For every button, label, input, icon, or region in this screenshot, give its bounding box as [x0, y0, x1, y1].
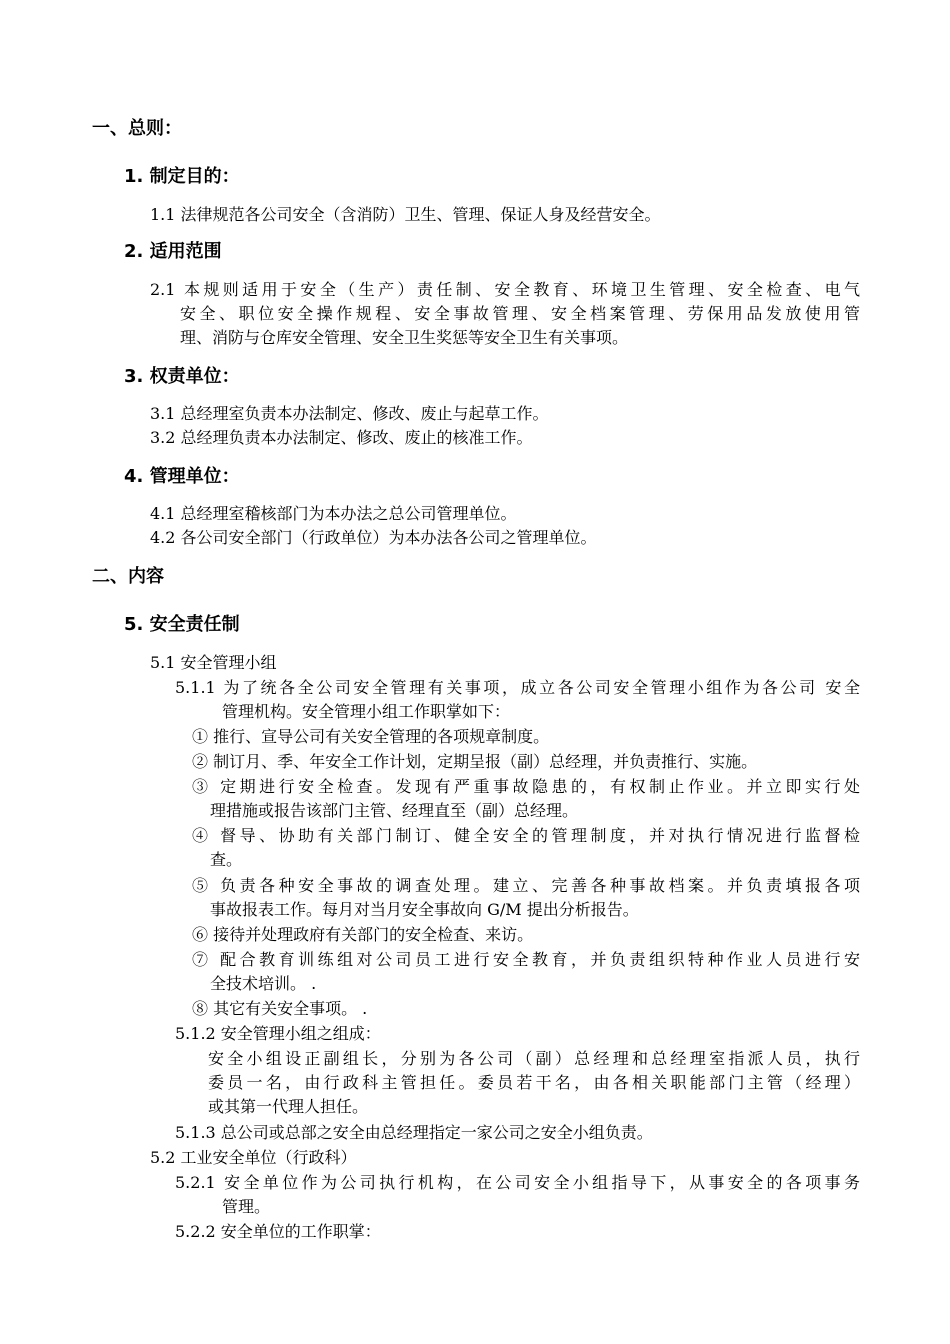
heading-management: 4. 管理单位： [124, 466, 240, 487]
heading-scope: 2. 适用范围 [124, 241, 222, 262]
paragraph-5-2: 5.2 工业安全单位（行政科） [150, 1148, 357, 1167]
duty-item-6: ⑥ 接待并处理政府有关部门的安全检查、来访。 [192, 925, 534, 944]
paragraph-3-1: 3.1 总经理室负责本办法制定、修改、废止与起草工作。 [150, 404, 549, 423]
duty-item-5-line-1: ⑤ 负责各种安全事故的调查处理。建立、完善各种事故档案。并负责填报各项 [192, 876, 860, 895]
duty-item-3-line-1: ③ 定期进行安全检查。发现有严重事故隐患的，有权制止作业。并立即实行处 [192, 777, 860, 796]
paragraph-2-1-line-1: 2.1 本规则适用于安全（生产）责任制、安全教育、环境卫生管理、安全检查、电气 [150, 280, 860, 299]
paragraph-5-1-1-line-1: 5.1.1 为了统各全公司安全管理有关事项，成立各公司安全管理小组作为各公司 安全 [175, 678, 860, 697]
paragraph-5-2-1-line-1: 5.2.1 安全单位作为公司执行机构，在公司安全小组指导下，从事安全的各项事务 [175, 1173, 860, 1192]
duty-item-2: ② 制订月、季、年安全工作计划，定期呈报（副）总经理，并负责推行、实施。 [192, 752, 758, 771]
paragraph-5-1: 5.1 安全管理小组 [150, 653, 277, 672]
duty-item-4-line-2: 查。 [210, 850, 243, 869]
duty-item-7-line-1: ⑦ 配合教育训练组对公司员工进行安全教育，并负责组织特种作业人员进行安 [192, 950, 860, 969]
paragraph-5-1-2: 5.1.2 安全管理小组之组成： [175, 1024, 381, 1043]
paragraph-2-1-line-2: 安全、职位安全操作规程、安全事故管理、安全档案管理、劳保用品发放使用管 [180, 304, 860, 323]
paragraph-5-1-2-line-2: 委员一名，由行政科主管担任。委员若干名，由各相关职能部门主管（经理） [208, 1073, 860, 1092]
duty-item-7-line-2: 全技术培训。 . [210, 974, 317, 993]
duty-item-3-line-2: 理措施或报告该部门主管、经理直至（副）总经理。 [210, 801, 579, 820]
duty-item-1: ① 推行、宣导公司有关安全管理的各项规章制度。 [192, 727, 550, 746]
paragraph-4-1: 4.1 总经理室稽核部门为本办法之总公司管理单位。 [150, 504, 517, 523]
heading-purpose: 1. 制定目的： [124, 166, 240, 187]
duty-item-4-line-1: ④ 督导、协助有关部门制订、健全安全的管理制度，并对执行情况进行监督检 [192, 826, 860, 845]
paragraph-3-2: 3.2 总经理负责本办法制定、修改、废止的核准工作。 [150, 428, 533, 447]
paragraph-5-2-2: 5.2.2 安全单位的工作职掌： [175, 1222, 381, 1241]
paragraph-4-2: 4.2 各公司安全部门（行政单位）为本办法各公司之管理单位。 [150, 528, 597, 547]
paragraph-2-1-line-3: 理、消防与仓库安全管理、安全卫生奖惩等安全卫生有关事项。 [180, 328, 629, 347]
paragraph-5-1-2-line-3: 或其第一代理人担任。 [208, 1097, 369, 1116]
paragraph-5-1-3: 5.1.3 总公司或总部之安全由总经理指定一家公司之安全小组负责。 [175, 1123, 653, 1142]
duty-item-5-line-2: 事故报表工作。每月对当月安全事故向 G/M 提出分析报告。 [210, 900, 639, 919]
paragraph-1-1: 1.1 法律规范各公司安全（含消防）卫生、管理、保证人身及经营安全。 [150, 205, 661, 224]
paragraph-5-2-1-line-2: 管理。 [222, 1197, 271, 1216]
section-heading-content: 二、内容 [92, 566, 164, 587]
paragraph-5-1-2-line-1: 安全小组设正副组长，分别为各公司（副）总经理和总经理室指派人员，执行 [208, 1049, 860, 1068]
paragraph-5-1-1-line-2: 管理机构。安全管理小组工作职掌如下： [222, 702, 511, 721]
duty-item-8: ⑧ 其它有关安全事项。 . [192, 999, 368, 1018]
heading-responsibility: 3. 权责单位： [124, 366, 240, 387]
heading-safety-responsibility: 5. 安全责任制 [124, 614, 240, 635]
section-heading-general: 一、总则： [92, 118, 182, 139]
